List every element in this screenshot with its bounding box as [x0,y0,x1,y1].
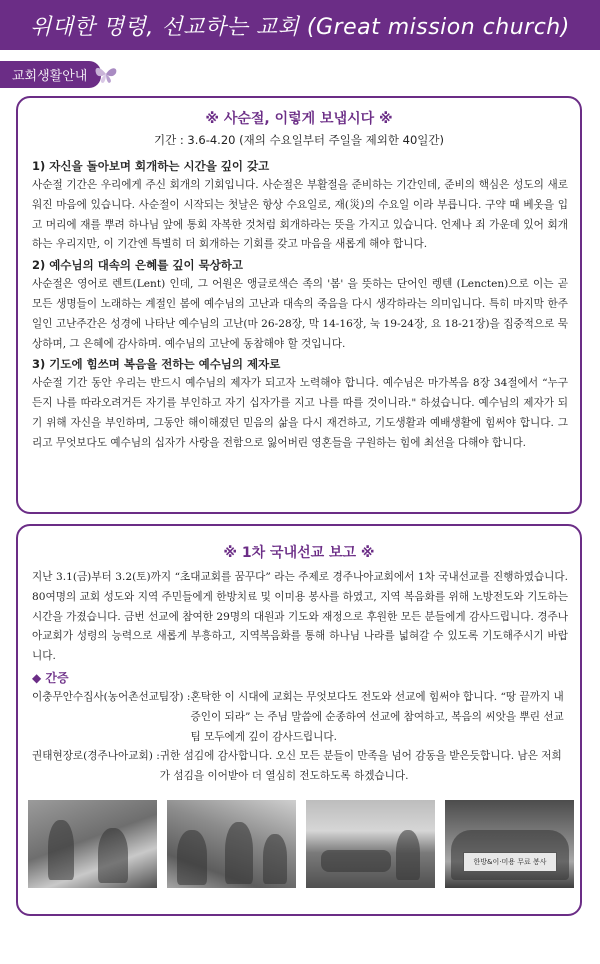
photo-medical-service [28,800,157,888]
lent-period: 기간 : 3.6-4.20 (재의 수요일부터 주일을 제외한 40일간) [154,133,444,147]
photo-haircut-service [167,800,296,888]
mission-content [32,568,568,787]
lent-box [16,96,582,514]
photo-banner: 한방&이·미용 무료 봉사 [463,852,557,872]
photo-treatment-room [306,800,435,888]
lent-paragraph-3: 사순절 기간 동안 우리는 반드시 예수님의 제자가 되고자 노력해야 합니다. 예수님은 마가복음 8장 34절에서 “누구든지 나를 따라오려거든 자기를 부인하고 자기 십자가를 지고 나를 따를 것이니라." 하셨습니다. 예수님의 제자가 되기 위해 자신을 부인하며, 그동안 해이해졌던 믿음의 삶을 다시 재건하고, 기도생활과 예배생활에 힘써야 합니다. 그리고 무엇보다도 예수님의 십자가 사랑을 전함으로 잃어버린 영혼들을 구원하는 힘에 최선을 다해야 합니다. [32,377,568,449]
lent-heading-2: 2) 예수님의 대속의 은혜를 깊이 묵상하고 [32,258,244,273]
photo-group [445,800,574,888]
testimony-1-text: 혼탁한 이 시대에 교회는 무엇보다도 전도와 선교에 힘써야 합니다. “땅 끝까지 내 증인이 되라” 는 주님 말씀에 순종하여 선교에 참여하고, 복음의 씨앗을 뿌린 선교팀 모두에게 깊이 감사드립니다. [190,690,564,743]
testimony-heading: ◆ 간증 [32,670,69,685]
lent-heading-1: 1) 자신을 돌아보며 회개하는 시간을 깊이 갖고 [32,159,270,173]
testimony-1-name: 이충무안수집사(농어촌선교팀장) : [32,690,191,703]
header-title: 위대한 명령, 선교하는 교회 (Great mission church) [30,14,570,40]
mission-paragraph: 지난 3.1(금)부터 3.2(토)까지 “초대교회를 꿈꾸다” 라는 주제로 경주나아교회에서 1차 국내선교를 진행하였습니다. 80여명의 교회 성도와 지역 주민들에게 한방치료 및 이미용 봉사를 하였고, 지역 복음화를 위해 노방전도와 기도하는 시간을 가졌습니다. 금번 선교에 참여한 29명의 대원과 기도와 재정으로 후원한 모든 분들에게 감사드립니다. 경주나아교회가 성령의 능력으로 새롭게 부흥하고, 지역복음화를 통해 하나님 나라를 넓혀갈 수 있도록 기도해주시기 바랍니다. [32,571,568,663]
mission-box [16,524,582,916]
lent-title: ※ 사순절, 이렇게 보냅시다 ※ [205,111,393,127]
lent-content [32,156,568,454]
testimony-1 [32,688,568,747]
testimony-2-text: 귀한 섬김에 감사합니다. 오신 모든 분들이 만족을 넘어 감동을 받은듯합니다. 남은 저희가 섬김을 이어받아 더 열심히 전도하도록 하겠습니다. [159,750,562,783]
photo-strip [28,800,574,888]
section-label-text: 교회생활안내 [0,61,101,88]
testimony-2-name: 권태현장로(경주나아교회) : [32,750,160,763]
page-header [0,0,600,50]
testimony-2 [32,747,568,787]
section-label [0,62,119,86]
lent-paragraph-2: 사순절은 영어로 렌트(Lent) 인데, 그 어원은 앵글로색슨 족의 '봄' 을 뜻하는 단어인 렝텐 (Lencten)으로 이는 곧 모든 생명들이 노래하는 계절인 봄에 예수님의 고난과 대속의 죽음을 다시 생각하라는 의미입니다. 특히 마지막 한주일인 고난주간은 성경에 나타난 예수님의 고난(마 26-28장, 막 14-16장, 눅 19-24장, 요 18-21장)을 집중적으로 묵상하며, 그 은혜에 감사하며. 예수님의 고난에 동참해야 할 것입니다. [32,278,568,350]
mission-title: ※ 1차 국내선교 보고 ※ [223,545,375,561]
butterfly-icon [93,63,119,85]
lent-heading-3: 3) 기도에 힘쓰며 복음을 전하는 예수님의 제자로 [32,357,281,372]
lent-paragraph-1: 사순절 기간은 우리에게 주신 회개의 기회입니다. 사순절은 부활절을 준비하는 기간인데, 준비의 핵심은 성도의 새로워진 마음에 있습니다. 사순절이 시작되는 첫날은 항상 수요일로, 재(災)의 수요일 이라 부릅니다. 구약 때 베옷을 입고 머리에 재를 뿌려 하나님 앞에 통회 자복한 것처럼 회개하라는 뜻을 가지고 있습니다. 언제나 죄 가운데 있어 회개하는 우리지만, 이 기간엔 특별히 더 회개하는 기회를 갖고 마음을 새롭게 해야 합니다. [32,179,568,251]
